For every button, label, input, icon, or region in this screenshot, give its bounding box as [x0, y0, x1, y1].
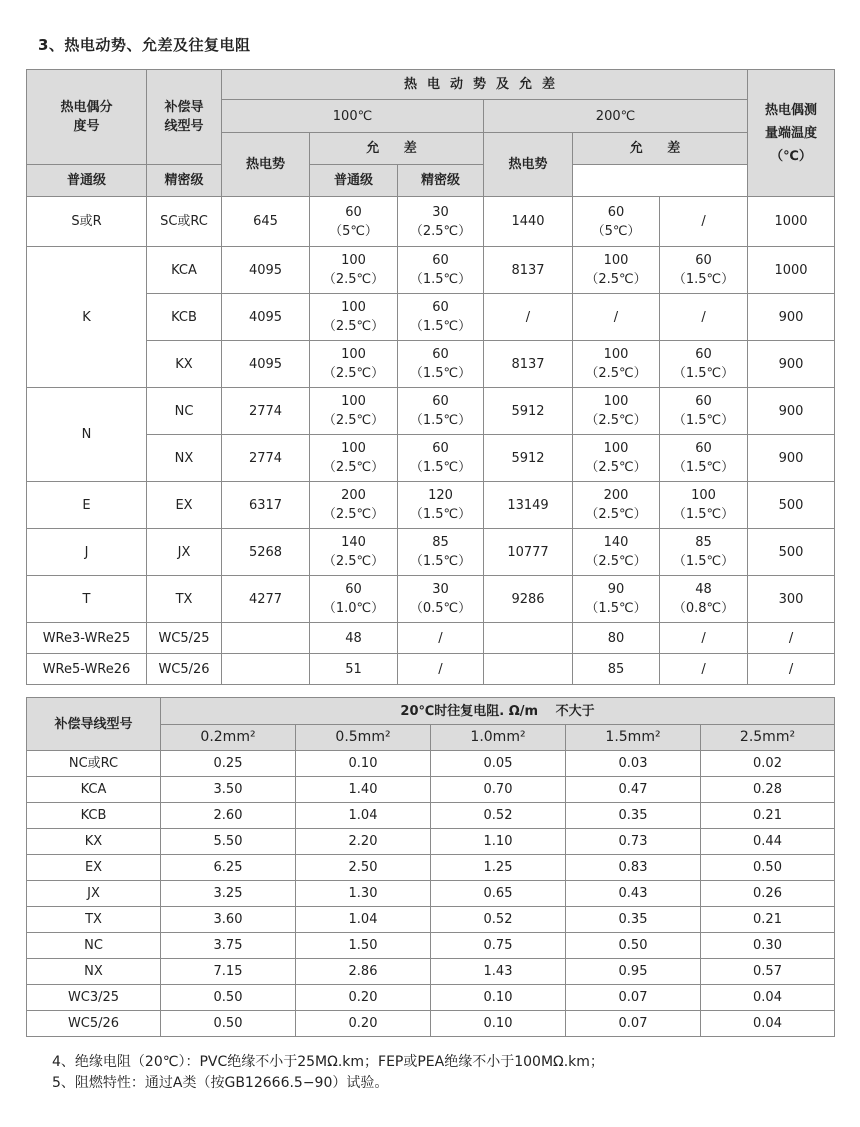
cell-resistance: 2.60	[161, 803, 296, 829]
cell-precision-200-value: /	[701, 309, 706, 325]
cell-measuring-temp: /	[748, 623, 835, 654]
cell-compensation-wire: JX	[147, 529, 222, 576]
cell-precision-200-value: 85	[695, 535, 712, 550]
cell-precision-100-value: /	[438, 630, 443, 646]
cell-wire-type: NC或RC	[27, 751, 161, 777]
cell-resistance: 0.07	[566, 985, 701, 1011]
cell-standard-200-temp: （2.5℃）	[585, 554, 647, 569]
cell-emf-200: /	[484, 294, 573, 341]
cell-resistance: 0.10	[431, 1011, 566, 1037]
cell-standard-100-temp: （2.5℃）	[322, 319, 385, 334]
cell-standard-100-value: 60	[345, 204, 362, 220]
cell-resistance: 1.10	[431, 829, 566, 855]
table-row	[27, 855, 835, 881]
cell-standard-100	[310, 529, 398, 576]
cell-resistance: 0.21	[701, 907, 835, 933]
cell-resistance: 5.50	[161, 829, 296, 855]
cell-standard-200-value: /	[613, 309, 619, 325]
cell-thermocouple-type: J	[27, 529, 147, 576]
cell-standard-100-value: 60	[345, 582, 362, 597]
cell-thermocouple-type: S或R	[27, 197, 147, 247]
cell-precision-200-value: 100	[691, 488, 716, 503]
header-standard-100: 普通级	[27, 165, 147, 197]
cell-emf-100	[222, 623, 310, 654]
header-size-1-5: 1.5mm²	[566, 725, 701, 751]
cell-precision-200-value: 48	[695, 582, 712, 597]
table-row	[27, 803, 835, 829]
cell-resistance: 0.10	[296, 751, 431, 777]
cell-precision-200	[660, 197, 748, 247]
cell-standard-200-value: 90	[607, 582, 625, 597]
cell-precision-200	[660, 529, 748, 576]
header-200c: 200℃	[484, 100, 748, 133]
table-row	[27, 751, 835, 777]
cell-wire-type: TX	[27, 907, 161, 933]
cell-measuring-temp: 900	[748, 435, 835, 482]
cell-standard-100	[310, 435, 398, 482]
cell-precision-100	[398, 247, 484, 294]
cell-precision-200	[660, 654, 748, 685]
cell-precision-100-value: 85	[432, 535, 449, 550]
cell-wire-type: NX	[27, 959, 161, 985]
header-thermocouple-type: 热电偶分度号	[27, 70, 147, 165]
cell-standard-100-value: 100	[341, 347, 366, 362]
cell-precision-100-temp: （1.5℃）	[409, 554, 472, 569]
cell-thermocouple-type: N	[27, 388, 147, 482]
cell-standard-100-temp: （2.5℃）	[322, 554, 385, 569]
cell-standard-200	[573, 388, 660, 435]
cell-wire-type: EX	[27, 855, 161, 881]
header-emf-200: 热电势	[484, 133, 573, 197]
cell-resistance: 0.20	[296, 985, 431, 1011]
cell-precision-200-temp: （1.5℃）	[672, 366, 735, 381]
cell-standard-100	[310, 576, 398, 623]
cell-measuring-temp: 900	[748, 341, 835, 388]
cell-standard-200-value: 100	[603, 394, 629, 409]
cell-resistance: 3.50	[161, 777, 296, 803]
cell-thermocouple-type: K	[27, 247, 147, 388]
cell-resistance: 3.75	[161, 933, 296, 959]
cell-standard-200-value: 60	[607, 204, 625, 220]
cell-emf-100: 645	[222, 197, 310, 247]
cell-resistance: 0.30	[701, 933, 835, 959]
header-loop-resistance: 20℃时往复电阻. Ω/m 不大于	[161, 698, 835, 725]
cell-precision-100-temp: （1.5℃）	[409, 507, 472, 522]
cell-precision-100	[398, 576, 484, 623]
cell-emf-200: 5912	[484, 388, 573, 435]
table-row	[27, 247, 835, 294]
header-precision-200: 精密级	[398, 165, 484, 197]
cell-emf-200	[484, 654, 573, 685]
cell-standard-200-value: 85	[607, 661, 625, 677]
table-row	[27, 907, 835, 933]
cell-precision-200-value: 60	[695, 253, 712, 268]
cell-precision-100	[398, 623, 484, 654]
cell-standard-200	[573, 435, 660, 482]
cell-precision-100-value: 60	[432, 253, 449, 268]
cell-precision-100-temp: （0.5℃）	[409, 601, 472, 616]
header-size-0-5: 0.5mm²	[296, 725, 431, 751]
cell-resistance: 0.73	[566, 829, 701, 855]
cell-resistance: 2.50	[296, 855, 431, 881]
cell-standard-200	[573, 294, 660, 341]
header-compensation-wire-type: 补偿导线型号	[27, 698, 161, 751]
cell-standard-200	[573, 482, 660, 529]
table-row	[27, 623, 835, 654]
cell-precision-200	[660, 576, 748, 623]
cell-standard-200-value: 140	[603, 535, 629, 550]
cell-resistance: 0.04	[701, 1011, 835, 1037]
cell-emf-100: 2774	[222, 388, 310, 435]
cell-precision-100-temp: （1.5℃）	[409, 272, 472, 287]
cell-emf-100: 4095	[222, 247, 310, 294]
cell-resistance: 1.04	[296, 803, 431, 829]
cell-standard-100-value: 100	[341, 394, 366, 409]
cell-standard-200	[573, 529, 660, 576]
cell-emf-200	[484, 623, 573, 654]
header-precision-100: 精密级	[147, 165, 222, 197]
cell-emf-200: 1440	[484, 197, 573, 247]
cell-precision-100-temp: （1.5℃）	[409, 366, 472, 381]
cell-emf-200: 10777	[484, 529, 573, 576]
cell-standard-100	[310, 482, 398, 529]
cell-resistance: 0.75	[431, 933, 566, 959]
cell-precision-100-value: 30	[432, 582, 449, 597]
cell-precision-100-value: 60	[432, 300, 449, 315]
cell-precision-200	[660, 247, 748, 294]
cell-precision-100-value: 60	[432, 347, 449, 362]
emf-tolerance-table	[26, 69, 835, 685]
cell-precision-100-value: 60	[432, 441, 449, 456]
cell-precision-100	[398, 654, 484, 685]
cell-precision-200-value: /	[701, 661, 706, 677]
cell-resistance: 1.30	[296, 881, 431, 907]
cell-standard-100	[310, 623, 398, 654]
cell-precision-100	[398, 482, 484, 529]
cell-standard-100-temp: （2.5℃）	[322, 507, 385, 522]
cell-resistance: 3.25	[161, 881, 296, 907]
cell-resistance: 0.35	[566, 803, 701, 829]
cell-resistance: 0.05	[431, 751, 566, 777]
header-tolerance-200: 允 差	[573, 133, 748, 165]
cell-precision-200-temp: （1.5℃）	[672, 554, 735, 569]
cell-resistance: 0.50	[161, 1011, 296, 1037]
cell-resistance: 0.25	[161, 751, 296, 777]
cell-emf-100: 4095	[222, 341, 310, 388]
cell-resistance: 6.25	[161, 855, 296, 881]
cell-measuring-temp: 900	[748, 388, 835, 435]
cell-measuring-temp: 1000	[748, 197, 835, 247]
cell-standard-200-temp: （2.5℃）	[585, 272, 647, 287]
cell-resistance: 1.40	[296, 777, 431, 803]
cell-standard-100	[310, 654, 398, 685]
cell-measuring-temp: 500	[748, 482, 835, 529]
cell-resistance: 0.03	[566, 751, 701, 777]
cell-standard-200-value: 200	[603, 488, 629, 503]
cell-measuring-temp: 300	[748, 576, 835, 623]
note-flame-retardant: 5、阻燃特性：通过A类（按GB12666.5−90）试验。	[52, 1075, 389, 1091]
cell-standard-100-value: 100	[341, 253, 366, 268]
table-row	[27, 1011, 835, 1037]
cell-standard-200-temp: （5℃）	[591, 223, 641, 239]
cell-precision-200	[660, 623, 748, 654]
table-row	[27, 933, 835, 959]
cell-resistance: 0.21	[701, 803, 835, 829]
cell-precision-100-value: 120	[428, 488, 453, 503]
cell-standard-100-temp: （5℃）	[329, 223, 378, 239]
cell-standard-200-value: 80	[607, 630, 625, 646]
cell-measuring-temp: 500	[748, 529, 835, 576]
loop-resistance-table	[26, 697, 835, 1037]
cell-emf-200: 9286	[484, 576, 573, 623]
cell-resistance: 0.43	[566, 881, 701, 907]
header-tolerance-100: 允 差	[310, 133, 484, 165]
notes	[52, 1052, 604, 1094]
cell-thermocouple-type: E	[27, 482, 147, 529]
cell-standard-200-temp: （2.5℃）	[585, 413, 647, 428]
cell-compensation-wire: KCB	[147, 294, 222, 341]
cell-emf-200: 5912	[484, 435, 573, 482]
cell-precision-200	[660, 388, 748, 435]
table-row	[27, 985, 835, 1011]
cell-precision-100-value: /	[438, 661, 443, 677]
cell-compensation-wire: TX	[147, 576, 222, 623]
cell-standard-200-value: 100	[603, 253, 629, 268]
cell-thermocouple-type: WRe3-WRe25	[27, 623, 147, 654]
cell-precision-200-value: /	[701, 630, 706, 646]
cell-precision-200-temp: （1.5℃）	[672, 272, 735, 287]
table-row	[27, 959, 835, 985]
cell-resistance: 0.02	[701, 751, 835, 777]
cell-resistance: 0.44	[701, 829, 835, 855]
cell-standard-200	[573, 341, 660, 388]
cell-resistance: 0.83	[566, 855, 701, 881]
cell-emf-200: 8137	[484, 341, 573, 388]
cell-compensation-wire: SC或RC	[147, 197, 222, 247]
cell-emf-200: 8137	[484, 247, 573, 294]
note-insulation: 4、绝缘电阻（20℃）：PVC绝缘不小于25MΩ.km；FEP或PEA绝缘不小于100MΩ.km；	[52, 1054, 604, 1070]
cell-standard-100-temp: （2.5℃）	[322, 366, 385, 381]
cell-precision-100-temp: （1.5℃）	[409, 460, 472, 475]
cell-precision-100-temp: （1.5℃）	[409, 319, 472, 334]
cell-precision-100	[398, 388, 484, 435]
cell-precision-100-temp: （1.5℃）	[409, 413, 472, 428]
cell-compensation-wire: WC5/26	[147, 654, 222, 685]
cell-thermocouple-type: WRe5-WRe26	[27, 654, 147, 685]
header-emf-and-tolerance: 热电动势及允差	[222, 70, 748, 100]
cell-precision-100-temp: （2.5℃）	[409, 223, 472, 239]
cell-precision-200-value: 60	[695, 347, 712, 362]
cell-resistance: 1.50	[296, 933, 431, 959]
cell-compensation-wire: KCA	[147, 247, 222, 294]
cell-resistance: 0.50	[161, 985, 296, 1011]
cell-standard-100-value: 100	[341, 300, 366, 315]
cell-precision-200-temp: （0.8℃）	[672, 601, 735, 616]
table-row	[27, 197, 835, 247]
header-size-1-0: 1.0mm²	[431, 725, 566, 751]
cell-precision-100	[398, 435, 484, 482]
cell-measuring-temp: 900	[748, 294, 835, 341]
cell-precision-200-value: /	[701, 214, 706, 229]
cell-resistance: 0.70	[431, 777, 566, 803]
cell-standard-200	[573, 197, 660, 247]
cell-precision-200	[660, 482, 748, 529]
cell-precision-100-value: 30	[432, 204, 449, 220]
cell-compensation-wire: WC5/25	[147, 623, 222, 654]
cell-standard-200	[573, 247, 660, 294]
cell-resistance: 0.10	[431, 985, 566, 1011]
cell-standard-100	[310, 294, 398, 341]
cell-precision-200-value: 60	[695, 394, 712, 409]
cell-resistance: 0.28	[701, 777, 835, 803]
table-row	[27, 829, 835, 855]
cell-wire-type: KX	[27, 829, 161, 855]
cell-compensation-wire: KX	[147, 341, 222, 388]
cell-wire-type: WC3/25	[27, 985, 161, 1011]
cell-precision-200-temp: （1.5℃）	[672, 507, 735, 522]
table-row	[27, 529, 835, 576]
cell-compensation-wire: NC	[147, 388, 222, 435]
cell-wire-type: JX	[27, 881, 161, 907]
cell-resistance: 0.07	[566, 1011, 701, 1037]
cell-wire-type: WC5/26	[27, 1011, 161, 1037]
header-size-0-2: 0.2mm²	[161, 725, 296, 751]
cell-precision-100	[398, 341, 484, 388]
cell-emf-100: 4095	[222, 294, 310, 341]
cell-resistance: 0.50	[566, 933, 701, 959]
header-100c: 100℃	[222, 100, 484, 133]
cell-standard-100	[310, 341, 398, 388]
table-row	[27, 576, 835, 623]
cell-resistance: 0.95	[566, 959, 701, 985]
cell-resistance: 1.04	[296, 907, 431, 933]
cell-precision-200-temp: （1.5℃）	[672, 460, 735, 475]
cell-emf-100: 2774	[222, 435, 310, 482]
table-row	[27, 881, 835, 907]
cell-standard-200-temp: （2.5℃）	[585, 366, 647, 381]
cell-measuring-temp: 1000	[748, 247, 835, 294]
cell-resistance: 0.57	[701, 959, 835, 985]
table-row	[27, 482, 835, 529]
cell-standard-100-temp: （2.5℃）	[322, 460, 385, 475]
cell-standard-200	[573, 654, 660, 685]
cell-precision-100	[398, 294, 484, 341]
cell-measuring-temp: /	[748, 654, 835, 685]
cell-resistance: 0.47	[566, 777, 701, 803]
cell-standard-100	[310, 247, 398, 294]
cell-precision-200	[660, 294, 748, 341]
cell-resistance: 3.60	[161, 907, 296, 933]
cell-standard-100-value: 200	[341, 488, 366, 503]
table-row	[27, 388, 835, 435]
cell-precision-200	[660, 341, 748, 388]
cell-thermocouple-type: T	[27, 576, 147, 623]
cell-standard-200	[573, 576, 660, 623]
cell-resistance: 2.86	[296, 959, 431, 985]
cell-compensation-wire: NX	[147, 435, 222, 482]
table-row	[27, 435, 835, 482]
cell-resistance: 2.20	[296, 829, 431, 855]
header-standard-200: 普通级	[310, 165, 398, 197]
cell-resistance: 7.15	[161, 959, 296, 985]
cell-standard-100-value: 51	[345, 661, 362, 677]
cell-standard-100	[310, 197, 398, 247]
cell-emf-200: 13149	[484, 482, 573, 529]
cell-resistance: 0.52	[431, 907, 566, 933]
cell-precision-100-value: 60	[432, 394, 449, 409]
table-row	[27, 341, 835, 388]
cell-standard-100-temp: （2.5℃）	[322, 272, 385, 287]
table-row	[27, 777, 835, 803]
cell-emf-100: 5268	[222, 529, 310, 576]
header-emf-100: 热电势	[222, 133, 310, 197]
cell-precision-200	[660, 435, 748, 482]
cell-standard-200-temp: （2.5℃）	[585, 507, 647, 522]
header-size-2-5: 2.5mm²	[701, 725, 835, 751]
cell-resistance: 0.04	[701, 985, 835, 1011]
header-compensation-wire: 补偿导线型号	[147, 70, 222, 165]
cell-standard-100-value: 100	[341, 441, 366, 456]
cell-wire-type: KCB	[27, 803, 161, 829]
cell-standard-100-value: 48	[345, 630, 362, 646]
cell-standard-200-temp: （2.5℃）	[585, 460, 647, 475]
cell-standard-100-temp: （1.0℃）	[322, 601, 385, 616]
cell-resistance: 0.50	[701, 855, 835, 881]
cell-emf-100: 6317	[222, 482, 310, 529]
table-row	[27, 654, 835, 685]
cell-resistance: 0.65	[431, 881, 566, 907]
cell-wire-type: KCA	[27, 777, 161, 803]
cell-resistance: 0.35	[566, 907, 701, 933]
cell-compensation-wire: EX	[147, 482, 222, 529]
cell-standard-100	[310, 388, 398, 435]
cell-standard-200-value: 100	[603, 347, 629, 362]
cell-resistance: 1.25	[431, 855, 566, 881]
cell-emf-100: 4277	[222, 576, 310, 623]
cell-standard-200-value: 100	[603, 441, 629, 456]
cell-precision-200-value: 60	[695, 441, 712, 456]
cell-precision-100	[398, 529, 484, 576]
cell-resistance: 0.52	[431, 803, 566, 829]
cell-standard-100-value: 140	[341, 535, 366, 550]
cell-precision-200-temp: （1.5℃）	[672, 413, 735, 428]
cell-resistance: 0.20	[296, 1011, 431, 1037]
table-row	[27, 294, 835, 341]
cell-wire-type: NC	[27, 933, 161, 959]
cell-precision-100	[398, 197, 484, 247]
section-title: 3、热电动势、允差及往复电阻	[38, 36, 251, 54]
cell-standard-100-temp: （2.5℃）	[322, 413, 385, 428]
cell-standard-200-temp: （1.5℃）	[585, 601, 647, 616]
cell-resistance: 0.26	[701, 881, 835, 907]
cell-standard-200	[573, 623, 660, 654]
cell-resistance: 1.43	[431, 959, 566, 985]
cell-emf-100	[222, 654, 310, 685]
header-measuring-end-temp: 热电偶测量端温度（℃）	[748, 70, 835, 197]
